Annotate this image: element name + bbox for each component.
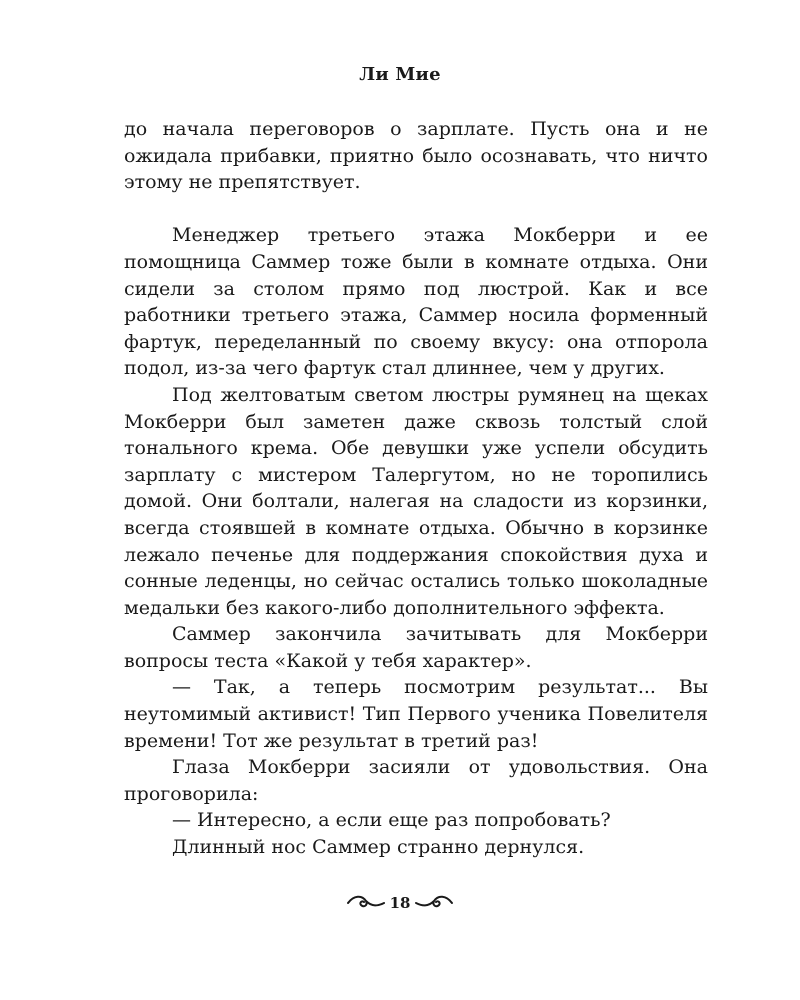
paragraph: Длинный нос Саммер странно дернулся. — [172, 836, 585, 859]
page-number: 18 — [389, 894, 411, 912]
dialogue-line: — Интересно, а если еще раз попробовать? — [172, 809, 611, 832]
paragraph: Глаза Мокберри засияли от удовольствия. Она проговорила: — [124, 756, 708, 805]
page-footer — [0, 893, 800, 913]
body-text — [124, 116, 708, 861]
right-flourish-icon — [414, 893, 454, 913]
paragraph: Саммер закончила зачитывать для Мокберри вопросы теста «Какой у тебя характер». — [124, 623, 708, 672]
paragraph-continuation: до начала переговоров о зарплате. Пусть она и не ожидала прибавки, приятно было осознавать, что ничто этому не препятствует. — [124, 118, 708, 194]
dialogue-line: — Так, а теперь посмотрим результат... Вы неутомимый активист! Тип Первого ученика Повелителя времени! Тот же результат в третий раз! — [124, 676, 708, 752]
left-flourish-icon — [346, 893, 386, 913]
running-head-author: Ли Мие — [359, 64, 441, 85]
paragraph: Под желтоватым светом люстры румянец на щеках Мокберри был заметен даже сквозь толстый слой тонального крема. Обе девушки уже успели обсудить зарплату с мистером Талергутом, но не торопились домой. Они болтали, налегая на сладости из корзинки, всегда стоявшей в комнате отдыха. Обычно в корзинке лежало печенье для поддержания спокойствия духа и сонные леденцы, но сейчас остались только шоколадные медальки без какого-либо дополнительного эффекта. — [124, 383, 708, 619]
paragraph: Менеджер третьего этажа Мокберри и ее помощница Саммер тоже были в комнате отдыха. Они сидели за столом прямо под люстрой. Как и все работники третьего этажа, Саммер носила форменный фартук, переделанный по своему вкусу: она отпорола подол, из-за чего фартук стал длиннее, чем у других. — [124, 224, 708, 380]
